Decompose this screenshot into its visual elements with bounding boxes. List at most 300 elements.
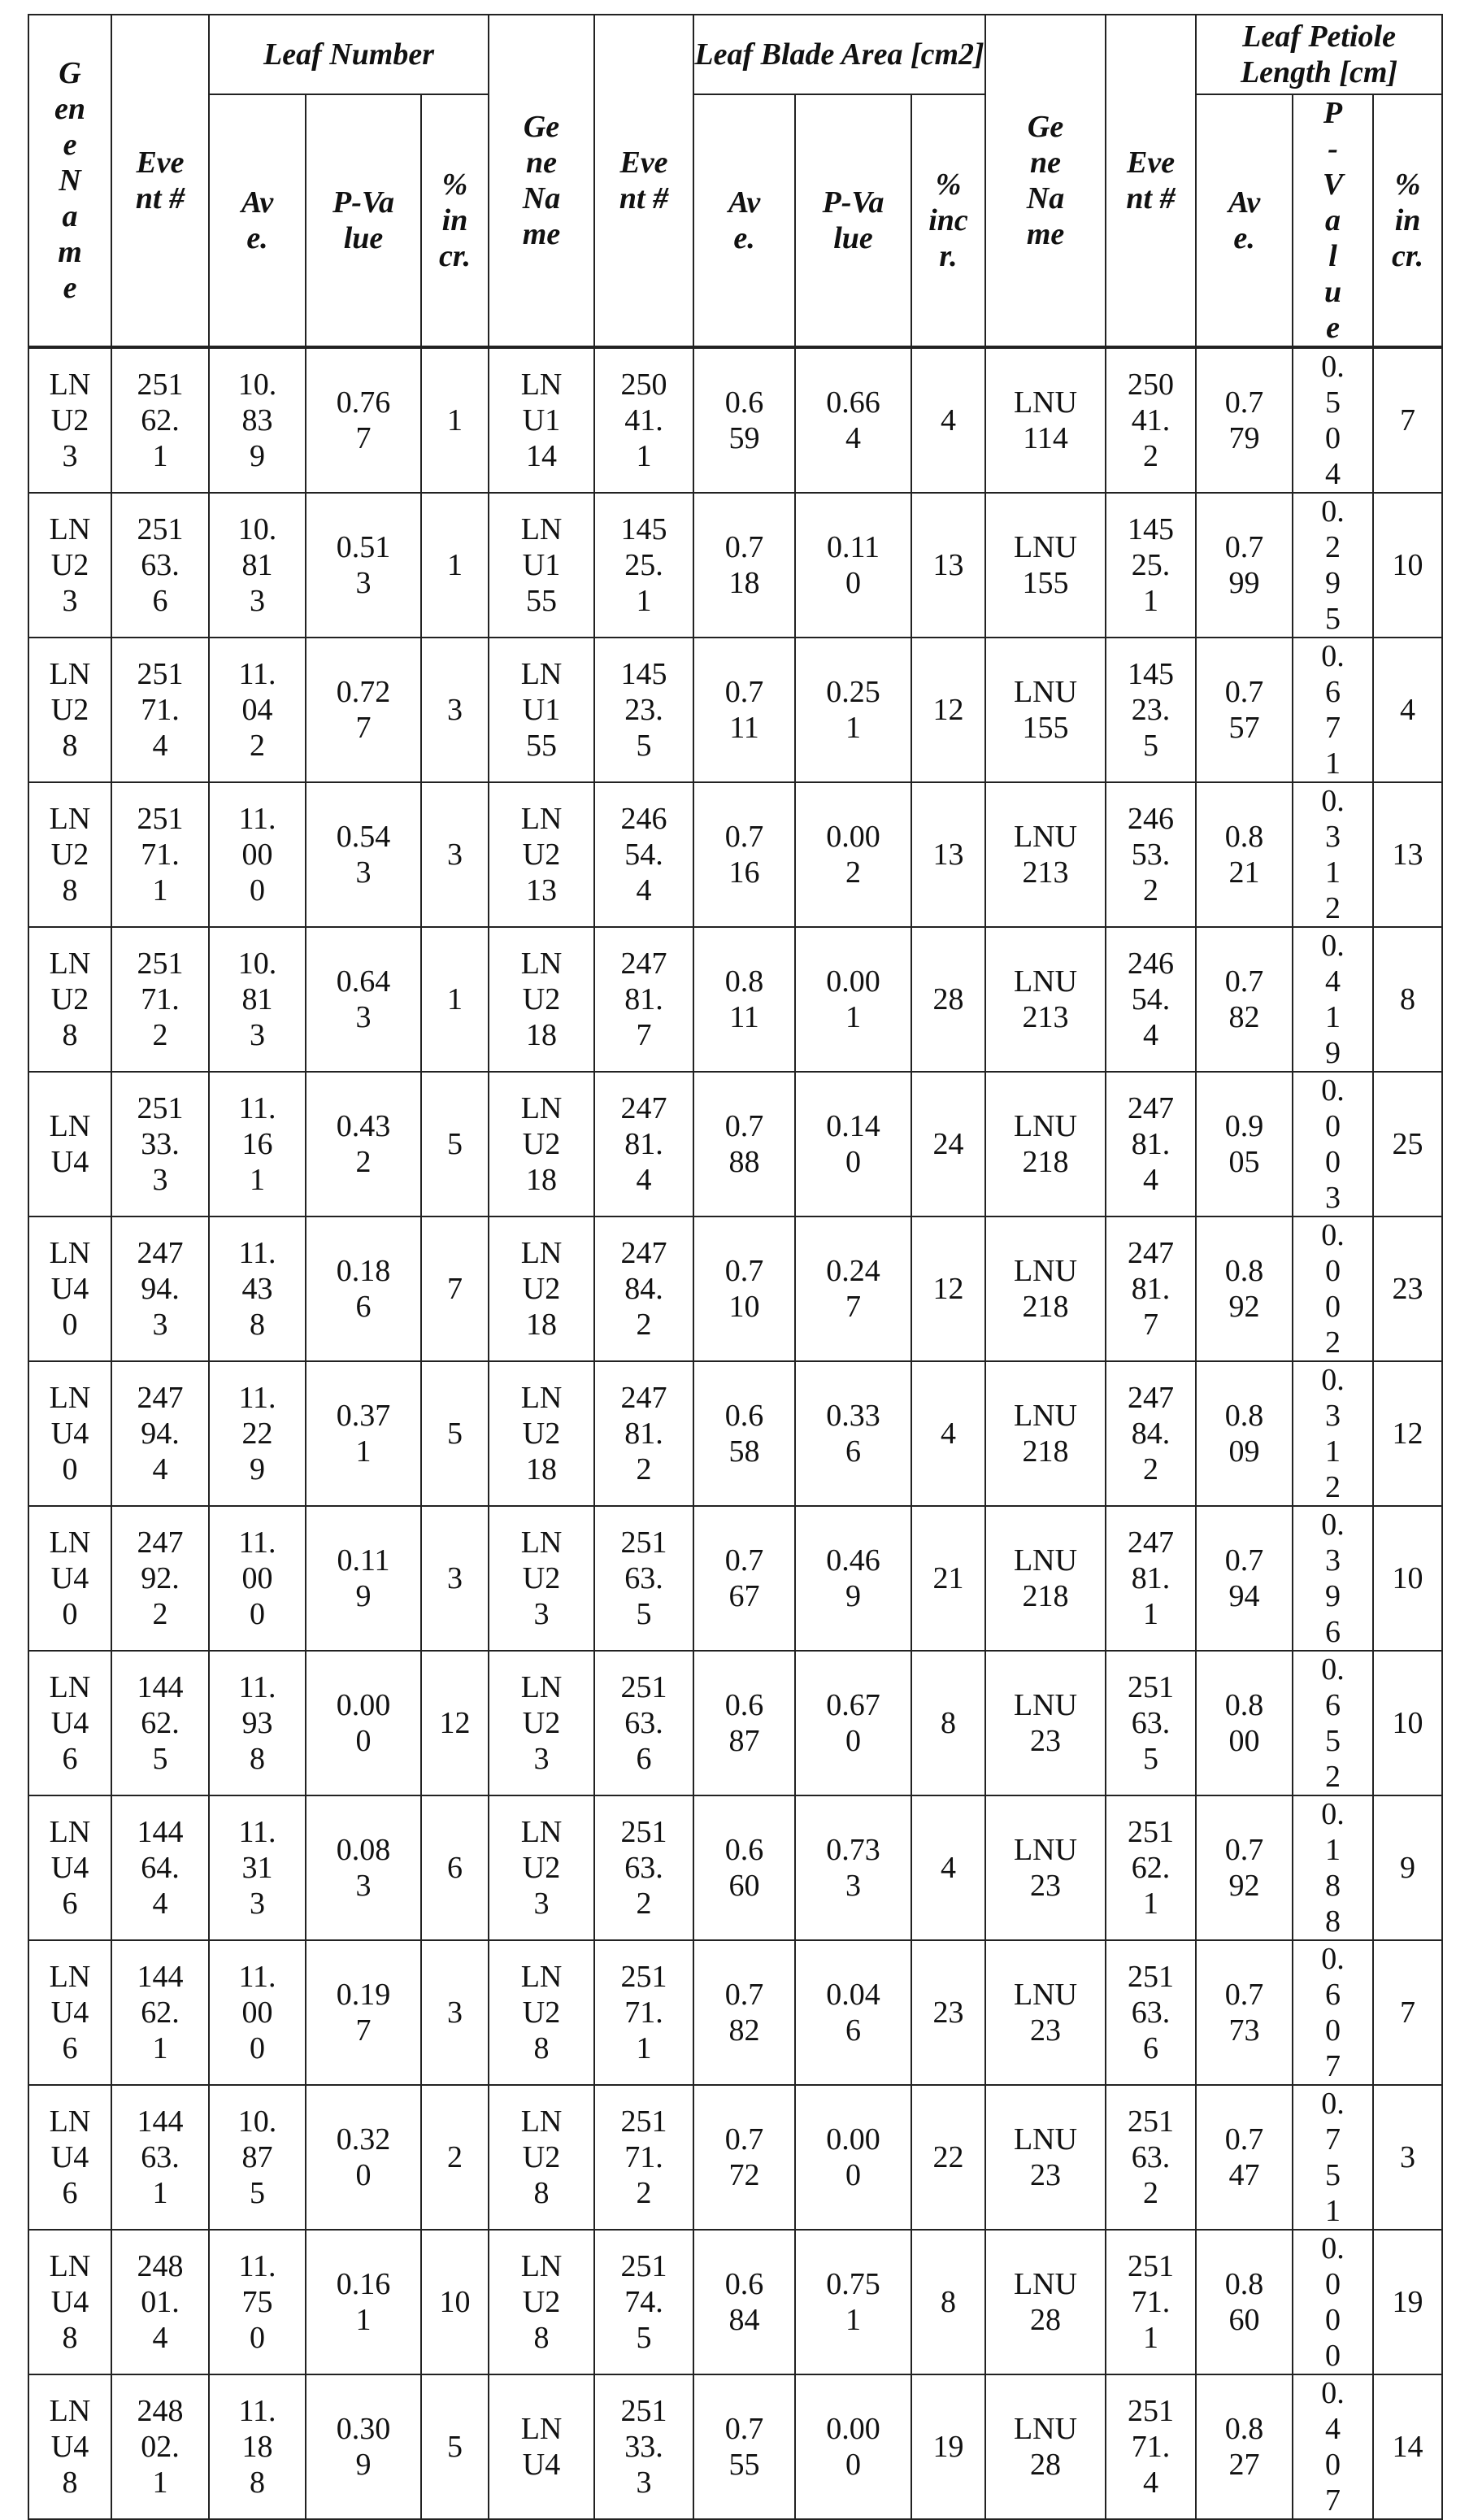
cell-gene-name <box>28 1361 111 1506</box>
table-row <box>28 2374 1442 2519</box>
cell-value: 0.504 <box>1319 349 1347 492</box>
cell-petiole-length-pct-incr <box>1373 1361 1442 1506</box>
cell-blade-area-pct-incr <box>911 782 985 927</box>
header-p-value: P-Value <box>306 94 421 347</box>
cell-value: 0.788 <box>724 1108 766 1180</box>
cell-value: 13 <box>1374 837 1441 873</box>
cell-value: LNU46 <box>47 1669 93 1777</box>
cell-value: 0.772 <box>724 2122 766 2193</box>
cell-value: 0.000 <box>334 1687 393 1759</box>
table-row <box>28 927 1442 1072</box>
cell-petiole-length-p-value <box>1293 1506 1373 1651</box>
cell-blade-area-pct-incr <box>911 1216 985 1361</box>
cell-value: 25171.1 <box>1126 2248 1176 2356</box>
cell-petiole-length-p-value <box>1293 1361 1373 1506</box>
cell-petiole-length-ave <box>1196 1506 1293 1651</box>
cell-value: 0.757 <box>1223 674 1266 746</box>
cell-petiole-length-p-value <box>1293 1216 1373 1361</box>
cell-leaf-number-p-value <box>306 2230 421 2374</box>
cell-value: LNU23 <box>1011 1687 1080 1759</box>
cell-value: LNU23 <box>519 1669 564 1777</box>
cell-blade-area-ave <box>693 2230 795 2374</box>
cell-gene-name <box>28 2230 111 2374</box>
cell-blade-area-p-value <box>795 1940 911 2085</box>
cell-petiole-length-ave <box>1196 2374 1293 2519</box>
cell-blade-area-ave <box>693 1072 795 1216</box>
cell-value: 5 <box>422 1416 488 1452</box>
cell-blade-area-p-value <box>795 1361 911 1506</box>
cell-event <box>111 2230 209 2374</box>
cell-value: 0.773 <box>1223 1977 1266 2048</box>
cell-leaf-number-pct-incr <box>421 2374 489 2519</box>
cell-value: 13 <box>912 837 984 873</box>
cell-blade-area-p-value <box>795 1216 911 1361</box>
cell-event <box>111 2374 209 2519</box>
cell-value: 12 <box>912 1271 984 1307</box>
cell-gene-name <box>489 1072 594 1216</box>
cell-blade-area-p-value <box>795 927 911 1072</box>
cell-value: 0.371 <box>334 1398 393 1469</box>
cell-value: 0.001 <box>824 964 883 1035</box>
cell-blade-area-ave <box>693 1361 795 1506</box>
cell-leaf-number-pct-incr <box>421 1361 489 1506</box>
cell-value: LNU23 <box>1011 1977 1080 2048</box>
cell-gene-name <box>985 782 1106 927</box>
cell-value: 24654.4 <box>1126 946 1176 1053</box>
cell-value: 0.083 <box>334 1832 393 1904</box>
cell-value: 0.892 <box>1223 1253 1266 1325</box>
cell-leaf-number-pct-incr <box>421 1651 489 1795</box>
cell-value: 14464.4 <box>135 1814 185 1922</box>
cell-event <box>111 1795 209 1940</box>
cell-value: 19 <box>912 2429 984 2465</box>
cell-event <box>594 493 693 638</box>
cell-value: 24792.2 <box>135 1525 185 1632</box>
cell-blade-area-ave <box>693 347 795 493</box>
cell-gene-name <box>985 638 1106 782</box>
cell-event <box>111 1940 209 2085</box>
cell-value: 0.733 <box>824 1832 883 1904</box>
cell-gene-name <box>489 2230 594 2374</box>
cell-value: 0.046 <box>824 1977 883 2048</box>
cell-value: LNU40 <box>47 1525 93 1632</box>
cell-gene-name <box>28 1072 111 1216</box>
cell-event <box>594 2085 693 2230</box>
cell-leaf-number-pct-incr <box>421 638 489 782</box>
cell-event <box>1106 1361 1196 1506</box>
cell-value: 0.119 <box>334 1543 393 1614</box>
cell-value: 0.197 <box>334 1977 393 2048</box>
cell-value: 14523.5 <box>619 656 669 764</box>
cell-value: 0.312 <box>1319 1362 1347 1505</box>
cell-value: 12 <box>912 692 984 728</box>
cell-gene-name <box>985 2374 1106 2519</box>
cell-value: 25171.1 <box>135 801 185 908</box>
cell-event <box>1106 638 1196 782</box>
cell-value: 11.000 <box>237 1525 279 1632</box>
cell-event <box>111 1651 209 1795</box>
cell-value: 3 <box>422 837 488 873</box>
cell-value: 0.809 <box>1223 1398 1266 1469</box>
cell-value: 0.660 <box>724 1832 766 1904</box>
cell-value: 11.313 <box>237 1814 279 1922</box>
cell-value: 25171.2 <box>135 946 185 1053</box>
cell-leaf-number-p-value <box>306 1361 421 1506</box>
cell-leaf-number-pct-incr <box>421 1940 489 2085</box>
cell-value: LNU218 <box>1011 1543 1080 1614</box>
cell-value: 11.229 <box>237 1380 279 1487</box>
cell-value: 24781.4 <box>619 1090 669 1198</box>
cell-value: 0.716 <box>724 819 766 890</box>
cell-value: 10.839 <box>237 367 279 474</box>
cell-event <box>594 1795 693 1940</box>
cell-petiole-length-pct-incr <box>1373 927 1442 1072</box>
table-row <box>28 493 1442 638</box>
cell-value: 3 <box>1374 2139 1441 2175</box>
cell-gene-name <box>489 1506 594 1651</box>
cell-value: LNU48 <box>47 2393 93 2500</box>
cell-event <box>594 1506 693 1651</box>
header-leaf-blade-area: Leaf Blade Area [cm2] <box>693 15 985 94</box>
cell-blade-area-p-value <box>795 347 911 493</box>
cell-value: 0.652 <box>1319 1652 1347 1795</box>
cell-leaf-number-p-value <box>306 347 421 493</box>
table-row <box>28 1506 1442 1651</box>
cell-value: 24794.3 <box>135 1235 185 1343</box>
cell-petiole-length-pct-incr <box>1373 1651 1442 1795</box>
cell-value: 14462.5 <box>135 1669 185 1777</box>
cell-event <box>111 2085 209 2230</box>
cell-gene-name <box>28 638 111 782</box>
cell-value: 11.750 <box>237 2248 279 2356</box>
cell-petiole-length-pct-incr <box>1373 2085 1442 2230</box>
cell-value: LNU48 <box>47 2248 93 2356</box>
cell-value: 8 <box>1374 981 1441 1017</box>
cell-event <box>594 782 693 927</box>
cell-value: 21 <box>912 1560 984 1596</box>
cell-leaf-number-p-value <box>306 1072 421 1216</box>
cell-petiole-length-pct-incr <box>1373 638 1442 782</box>
cell-event <box>594 2374 693 2519</box>
header-pct-incr: % incr. <box>421 94 489 347</box>
cell-blade-area-ave <box>693 1216 795 1361</box>
cell-value: 0.186 <box>334 1253 393 1325</box>
cell-gene-name <box>489 1361 594 1506</box>
cell-leaf-number-p-value <box>306 2374 421 2519</box>
cell-value: 23 <box>912 1995 984 2030</box>
cell-gene-name <box>28 1940 111 2085</box>
cell-value: 24784.2 <box>1126 1380 1176 1487</box>
cell-value: 13 <box>912 547 984 583</box>
cell-petiole-length-p-value <box>1293 638 1373 782</box>
cell-value: LNU114 <box>1011 385 1080 456</box>
cell-value: 0.658 <box>724 1398 766 1469</box>
cell-value: 24794.4 <box>135 1380 185 1487</box>
cell-gene-name <box>489 782 594 927</box>
cell-gene-name <box>489 927 594 1072</box>
cell-petiole-length-p-value <box>1293 1795 1373 1940</box>
cell-value: 8 <box>912 1705 984 1741</box>
cell-value: 0.782 <box>724 1977 766 2048</box>
cell-value: LNU28 <box>47 801 93 908</box>
cell-value: 0.000 <box>824 2411 883 2483</box>
cell-petiole-length-ave <box>1196 493 1293 638</box>
cell-value: LNU23 <box>1011 2122 1080 2193</box>
results-table <box>28 14 1443 2520</box>
cell-value: 0.140 <box>824 1108 883 1180</box>
cell-value: 14525.1 <box>619 511 669 619</box>
cell-value: 10.813 <box>237 946 279 1053</box>
cell-value: 11.938 <box>237 1669 279 1777</box>
cell-value: 25171.1 <box>619 1959 669 2066</box>
cell-value: 14525.1 <box>1126 511 1176 619</box>
cell-leaf-number-pct-incr <box>421 347 489 493</box>
cell-value: 0.821 <box>1223 819 1266 890</box>
cell-leaf-number-ave <box>209 2230 306 2374</box>
header-ave: Ave. <box>693 94 795 347</box>
cell-value: 0.718 <box>724 529 766 601</box>
cell-leaf-number-ave <box>209 1506 306 1651</box>
cell-value: 14 <box>1374 2429 1441 2465</box>
cell-leaf-number-ave <box>209 1361 306 1506</box>
cell-value: 0.727 <box>334 674 393 746</box>
cell-leaf-number-ave <box>209 1940 306 2085</box>
cell-leaf-number-p-value <box>306 1940 421 2085</box>
cell-value: 0.782 <box>1223 964 1266 1035</box>
cell-petiole-length-ave <box>1196 2085 1293 2230</box>
cell-value: 0.671 <box>1319 638 1347 781</box>
cell-value: 10 <box>1374 547 1441 583</box>
cell-value: 24654.4 <box>619 801 669 908</box>
cell-event <box>594 1361 693 1506</box>
header-pct-incr: % incr. <box>911 94 985 347</box>
cell-value: 0.000 <box>824 2122 883 2193</box>
table-row <box>28 347 1442 493</box>
cell-gene-name <box>489 1940 594 2085</box>
cell-gene-name <box>985 1506 1106 1651</box>
cell-value: 14462.1 <box>135 1959 185 2066</box>
cell-blade-area-pct-incr <box>911 2085 985 2230</box>
cell-value: LNU155 <box>519 511 564 619</box>
cell-value: 0.794 <box>1223 1543 1266 1614</box>
cell-value: LNU213 <box>1011 819 1080 890</box>
cell-petiole-length-pct-incr <box>1373 1506 1442 1651</box>
cell-petiole-length-pct-incr <box>1373 2374 1442 2519</box>
cell-event <box>594 1072 693 1216</box>
cell-value: 11.188 <box>237 2393 279 2500</box>
cell-blade-area-p-value <box>795 2085 911 2230</box>
cell-value: 0.747 <box>1223 2122 1266 2193</box>
cell-event <box>594 1216 693 1361</box>
cell-gene-name <box>985 1216 1106 1361</box>
cell-value: 0.687 <box>724 1687 766 1759</box>
cell-value: 25133.3 <box>135 1090 185 1198</box>
cell-event <box>1106 347 1196 493</box>
cell-value: 0.779 <box>1223 385 1266 456</box>
cell-event <box>111 1361 209 1506</box>
cell-petiole-length-ave <box>1196 347 1293 493</box>
cell-value: 0.670 <box>824 1687 883 1759</box>
header-pct-incr: % incr. <box>1373 94 1442 347</box>
table-row <box>28 1651 1442 1795</box>
header-event: Event # <box>111 15 209 347</box>
cell-petiole-length-p-value <box>1293 1940 1373 2085</box>
cell-blade-area-ave <box>693 927 795 1072</box>
cell-petiole-length-p-value <box>1293 2374 1373 2519</box>
cell-value: 0.710 <box>724 1253 766 1325</box>
cell-value: 4 <box>912 1850 984 1886</box>
cell-event <box>594 638 693 782</box>
cell-value: 10 <box>1374 1560 1441 1596</box>
cell-leaf-number-pct-incr <box>421 1506 489 1651</box>
cell-blade-area-pct-incr <box>911 638 985 782</box>
cell-blade-area-p-value <box>795 782 911 927</box>
cell-event <box>594 927 693 1072</box>
cell-leaf-number-ave <box>209 1216 306 1361</box>
cell-blade-area-pct-incr <box>911 1795 985 1940</box>
cell-value: 0.751 <box>1319 2086 1347 2229</box>
cell-petiole-length-p-value <box>1293 2085 1373 2230</box>
cell-value: LNU40 <box>47 1235 93 1343</box>
cell-value: 10.875 <box>237 2104 279 2211</box>
cell-leaf-number-p-value <box>306 493 421 638</box>
cell-value: 5 <box>422 2429 488 2465</box>
cell-value: 25041.1 <box>619 367 669 474</box>
cell-leaf-number-ave <box>209 2374 306 2519</box>
cell-value: 11.000 <box>237 1959 279 2066</box>
cell-blade-area-ave <box>693 1940 795 2085</box>
cell-value: 0.811 <box>724 964 766 1035</box>
cell-petiole-length-p-value <box>1293 1072 1373 1216</box>
cell-value: 0.432 <box>334 1108 393 1180</box>
cell-petiole-length-pct-incr <box>1373 1940 1442 2085</box>
cell-blade-area-p-value <box>795 1795 911 1940</box>
cell-value: LNU218 <box>1011 1398 1080 1469</box>
cell-value: 0.247 <box>824 1253 883 1325</box>
cell-leaf-number-pct-incr <box>421 2230 489 2374</box>
cell-event <box>1106 1072 1196 1216</box>
cell-petiole-length-ave <box>1196 638 1293 782</box>
cell-value: 1 <box>422 403 488 438</box>
cell-petiole-length-p-value <box>1293 927 1373 1072</box>
cell-value: LNU28 <box>1011 2266 1080 2338</box>
cell-leaf-number-pct-incr <box>421 1216 489 1361</box>
table-row <box>28 1795 1442 1940</box>
cell-blade-area-ave <box>693 638 795 782</box>
cell-event <box>111 927 209 1072</box>
cell-value: 0.799 <box>1223 529 1266 601</box>
cell-value: 11.438 <box>237 1235 279 1343</box>
cell-blade-area-pct-incr <box>911 1651 985 1795</box>
cell-value: 0.002 <box>824 819 883 890</box>
cell-value: 7 <box>1374 1995 1441 2030</box>
cell-event <box>1106 1651 1196 1795</box>
cell-blade-area-p-value <box>795 638 911 782</box>
cell-leaf-number-p-value <box>306 782 421 927</box>
cell-gene-name <box>985 2085 1106 2230</box>
cell-blade-area-ave <box>693 1506 795 1651</box>
cell-value: LNU155 <box>519 656 564 764</box>
cell-gene-name <box>985 1795 1106 1940</box>
cell-leaf-number-ave <box>209 782 306 927</box>
cell-value: 0.543 <box>334 819 393 890</box>
cell-gene-name <box>985 1361 1106 1506</box>
cell-value: 0.800 <box>1223 1687 1266 1759</box>
cell-value: 24784.2 <box>619 1235 669 1343</box>
cell-blade-area-p-value <box>795 493 911 638</box>
cell-value: 11.042 <box>237 656 279 764</box>
cell-value: LNU46 <box>47 1959 93 2066</box>
cell-value: 0.002 <box>1319 1217 1347 1360</box>
cell-event <box>1106 1506 1196 1651</box>
cell-value: LNU213 <box>519 801 564 908</box>
cell-value: 9 <box>1374 1850 1441 1886</box>
cell-gene-name <box>28 2374 111 2519</box>
table-row <box>28 2230 1442 2374</box>
cell-value: 24801.4 <box>135 2248 185 2356</box>
cell-value: 1 <box>422 981 488 1017</box>
cell-petiole-length-pct-incr <box>1373 2230 1442 2374</box>
cell-value: 0.396 <box>1319 1507 1347 1650</box>
header-leaf-number: Leaf Number <box>209 15 489 94</box>
cell-leaf-number-ave <box>209 638 306 782</box>
header-gene-name: Gene Name <box>985 15 1106 347</box>
cell-blade-area-pct-incr <box>911 1361 985 1506</box>
cell-value: LNU213 <box>1011 964 1080 1035</box>
cell-value: LNU23 <box>1011 1832 1080 1904</box>
cell-petiole-length-ave <box>1196 782 1293 927</box>
cell-value: 0.295 <box>1319 494 1347 637</box>
cell-leaf-number-ave <box>209 1651 306 1795</box>
cell-gene-name <box>985 1940 1106 2085</box>
cell-leaf-number-p-value <box>306 1506 421 1651</box>
cell-event <box>111 638 209 782</box>
table-body <box>28 347 1442 2519</box>
cell-value: LNU23 <box>519 1814 564 1922</box>
cell-petiole-length-pct-incr <box>1373 1795 1442 1940</box>
cell-gene-name <box>28 1795 111 1940</box>
cell-value: 11.161 <box>237 1090 279 1198</box>
cell-blade-area-p-value <box>795 2230 911 2374</box>
cell-event <box>111 493 209 638</box>
cell-value: 25041.2 <box>1126 367 1176 474</box>
cell-value: 0.003 <box>1319 1073 1347 1216</box>
header-p-value: P-Value <box>795 94 911 347</box>
cell-gene-name <box>985 1072 1106 1216</box>
cell-value: 0.309 <box>334 2411 393 2483</box>
cell-value: 28 <box>912 981 984 1017</box>
cell-leaf-number-pct-incr <box>421 782 489 927</box>
cell-value: 0.659 <box>724 385 766 456</box>
cell-leaf-number-pct-incr <box>421 927 489 1072</box>
cell-value: 25163.6 <box>619 1669 669 1777</box>
cell-value: 25162.1 <box>1126 1814 1176 1922</box>
cell-value: LNU218 <box>1011 1108 1080 1180</box>
cell-value: 25162.1 <box>135 367 185 474</box>
cell-value: 0.407 <box>1319 2375 1347 2518</box>
cell-value: 0.905 <box>1223 1108 1266 1180</box>
cell-value: 24781.4 <box>1126 1090 1176 1198</box>
cell-value: 3 <box>422 1995 488 2030</box>
cell-value: LNU46 <box>47 1814 93 1922</box>
cell-leaf-number-pct-incr <box>421 2085 489 2230</box>
header-event: Event # <box>1106 15 1196 347</box>
cell-petiole-length-ave <box>1196 1651 1293 1795</box>
cell-value: 0.827 <box>1223 2411 1266 2483</box>
cell-value: 0.513 <box>334 529 393 601</box>
cell-blade-area-pct-incr <box>911 2374 985 2519</box>
cell-blade-area-ave <box>693 2085 795 2230</box>
